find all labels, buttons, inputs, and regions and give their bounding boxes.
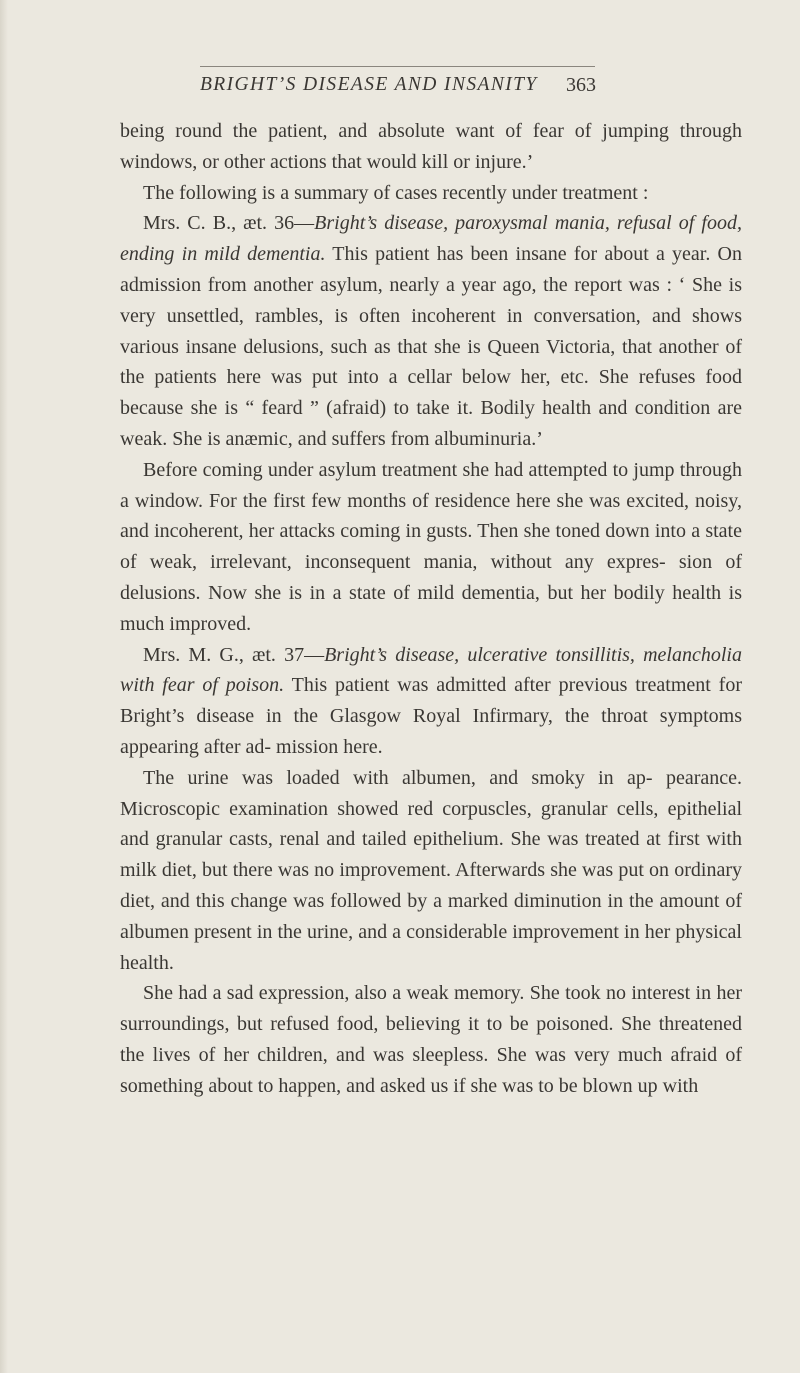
text-segment: Mrs. C. B., æt. 36—: [143, 212, 315, 235]
paragraph: [120, 978, 742, 1101]
text-segment: The urine was loaded with albumen, and smoky in ap- pearance. Microscopic examination showed red corpuscles, granular cells, epithelial and granular casts, renal and tailed epithelium. She was treated at first with milk diet, but there was no improvement. Afterwards she was put on ordinary diet, and this change was followed by a marked diminution in the amount of albumen present in the urine, and a considerable improvement in her physical health.: [120, 766, 742, 974]
paragraph: [120, 178, 742, 209]
body-text: [120, 116, 742, 1102]
page-number: 363: [566, 74, 596, 96]
paragraph: [120, 640, 742, 763]
paragraph: [120, 208, 742, 454]
paragraph: [120, 116, 742, 178]
text-segment: She had a sad expression, also a weak memory. She took no interest in her surroundings, but refused food, believing it to be poisoned. She threatened the lives of her children, and was sleepless. She was very much afraid of something about to happen, and asked us if she was to be blown up with: [120, 982, 742, 1097]
text-segment: Before coming under asylum treatment she had attempted to jump through a window. For the first few months of residence here she was excited, noisy, and incoherent, her attacks coming in gusts. Then she toned down into a state of weak, irrelevant, inconsequent mania, without any expres- sion of delusions. Now she is in a state of mild dementia, but her bodily health is much improved.: [120, 458, 742, 635]
text-segment: being round the patient, and absolute want of fear of jumping through windows, or other actions that would kill or injure.’: [120, 120, 742, 173]
text-segment: The following is a summary of cases recently under treatment :: [143, 181, 649, 204]
paragraph: [120, 455, 742, 640]
text-segment: This patient has been insane for about a year. On admission from another asylum, nearly a year ago, the report was : ‘ She is very unsettled, rambles, is often incoherent in conversation, and shows various insane delusions, such as that she is Queen Victoria, that another of the patients here was put into a cellar below her, etc. She refuses food because she is “ feard ” (afraid) to take it. Bodily health and condition are weak. She is anæmic, and suffers from albuminuria.’: [120, 243, 742, 450]
page-header: [0, 72, 800, 106]
text-segment: Mrs. M. G., æt. 37—: [143, 643, 325, 666]
page-edge-shadow: [0, 0, 8, 1373]
header-rule: [200, 66, 595, 67]
running-head: BRIGHT’S DISEASE AND INSANITY: [200, 74, 538, 95]
case-heading-italic: Bright’s disease, ulcerative tonsillitis, melancholia with fear of poison.: [120, 643, 742, 697]
case-heading-italic: Bright’s disease, paroxysmal mania, refusal of food, ending in mild dementia.: [120, 212, 742, 266]
text-segment: This patient was admitted after previous treatment for Bright’s disease in the Glasgow Royal Infirmary, the throat symptoms appearing after ad- mission here.: [120, 674, 742, 758]
paragraph: [120, 763, 742, 979]
